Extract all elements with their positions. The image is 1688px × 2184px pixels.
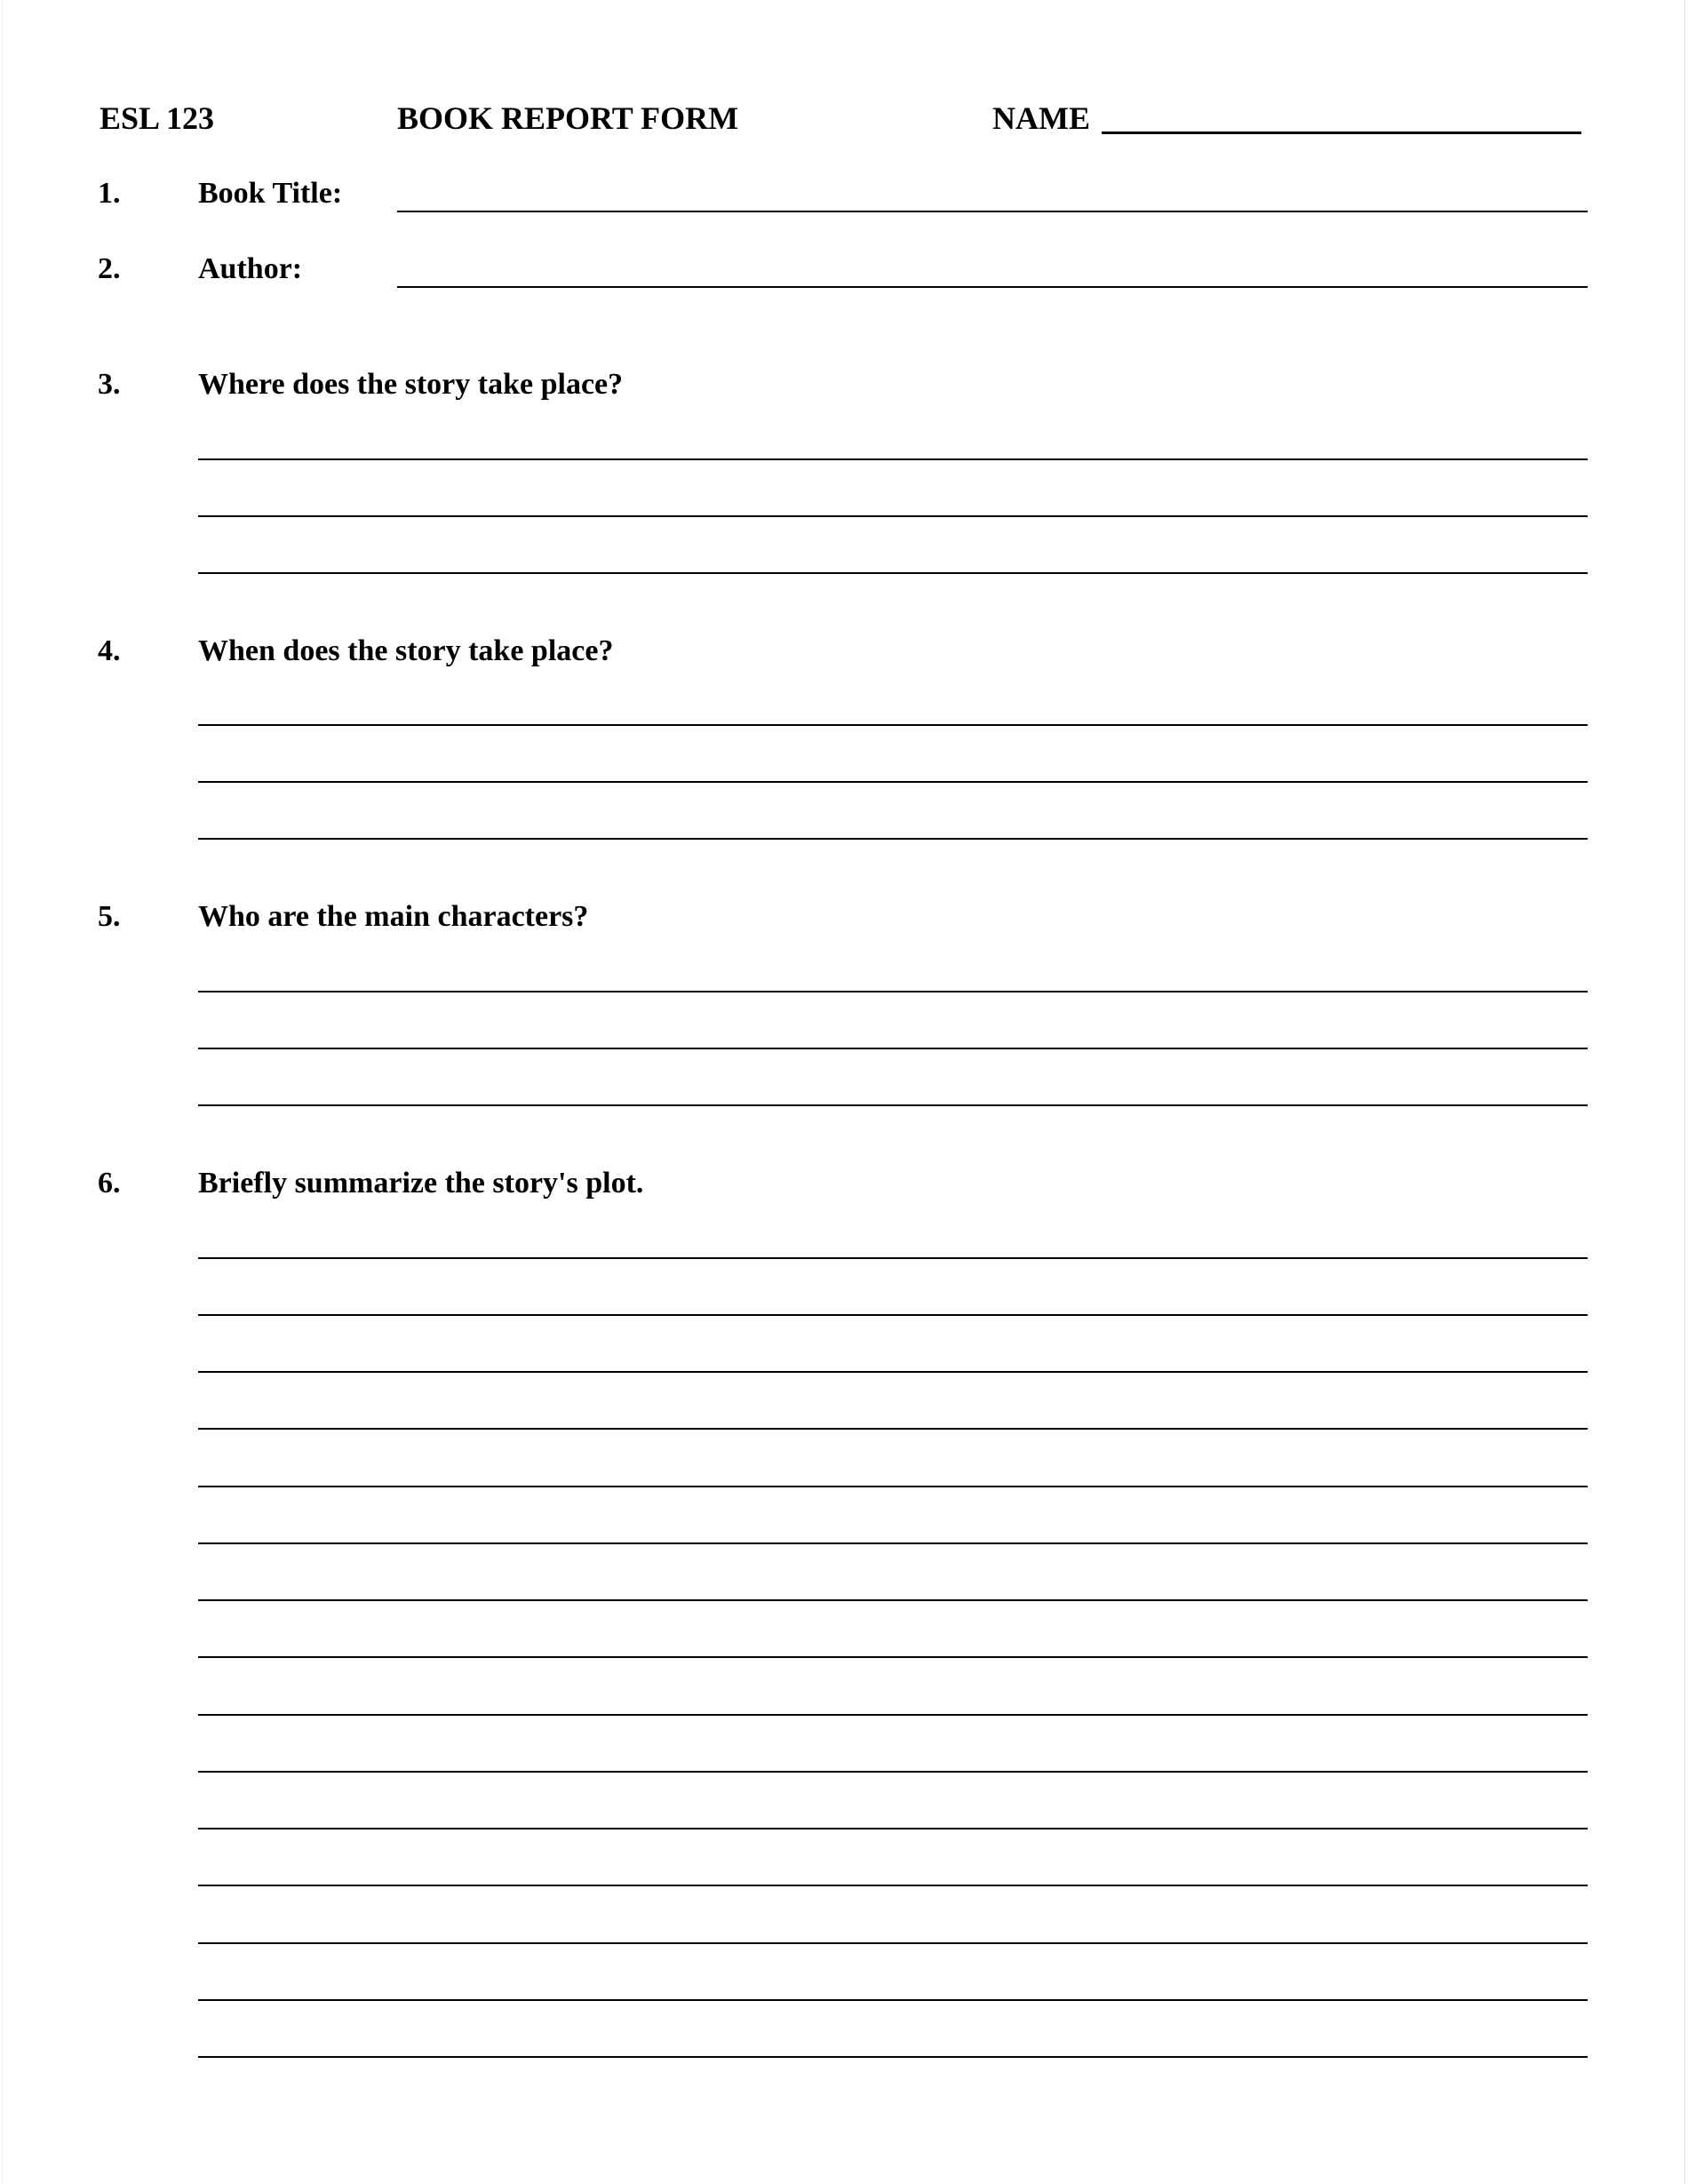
page-edge-right <box>1684 0 1685 2184</box>
answer-line[interactable] <box>198 1428 1588 1430</box>
answer-line[interactable] <box>198 1714 1588 1716</box>
question-4-label: When does the story take place? <box>198 634 614 667</box>
answer-line[interactable] <box>198 1314 1588 1316</box>
form-title: BOOK REPORT FORM <box>397 100 739 136</box>
answer-line[interactable] <box>198 1656 1588 1658</box>
answer-line[interactable] <box>198 1104 1588 1106</box>
answer-line[interactable] <box>198 1048 1588 1049</box>
question-5-label: Who are the main characters? <box>198 900 589 933</box>
question-6-number: 6. <box>98 1167 121 1200</box>
answer-line[interactable] <box>198 1885 1588 1886</box>
question-3-label: Where does the story take place? <box>198 368 624 401</box>
answer-line[interactable] <box>198 1942 1588 1944</box>
answer-line[interactable] <box>198 781 1588 783</box>
book-title-field[interactable] <box>397 211 1588 212</box>
question-3-number: 3. <box>98 368 121 401</box>
answer-line[interactable] <box>198 1486 1588 1487</box>
page-edge-left <box>2 0 3 2184</box>
answer-line[interactable] <box>198 1771 1588 1773</box>
answer-line[interactable] <box>198 1257 1588 1259</box>
name-field[interactable] <box>1102 132 1581 134</box>
answer-line[interactable] <box>198 1828 1588 1829</box>
answer-line[interactable] <box>198 724 1588 726</box>
answer-line[interactable] <box>198 1371 1588 1373</box>
name-label: NAME <box>992 100 1090 136</box>
answer-line[interactable] <box>198 991 1588 992</box>
question-2-number: 2. <box>98 252 121 285</box>
answer-line[interactable] <box>198 1999 1588 2001</box>
answer-line[interactable] <box>198 515 1588 517</box>
answer-line[interactable] <box>198 1542 1588 1544</box>
answer-line[interactable] <box>198 458 1588 460</box>
question-1-number: 1. <box>98 177 121 210</box>
answer-line[interactable] <box>198 572 1588 574</box>
question-1-label: Book Title: <box>198 177 343 210</box>
question-2-label: Author: <box>198 252 303 285</box>
author-field[interactable] <box>397 286 1588 288</box>
answer-line[interactable] <box>198 838 1588 840</box>
answer-line[interactable] <box>198 1599 1588 1601</box>
question-6-label: Briefly summarize the story's plot. <box>198 1167 644 1200</box>
course-code: ESL 123 <box>100 100 215 136</box>
question-4-number: 4. <box>98 634 121 667</box>
answer-line[interactable] <box>198 2056 1588 2058</box>
question-5-number: 5. <box>98 900 121 933</box>
